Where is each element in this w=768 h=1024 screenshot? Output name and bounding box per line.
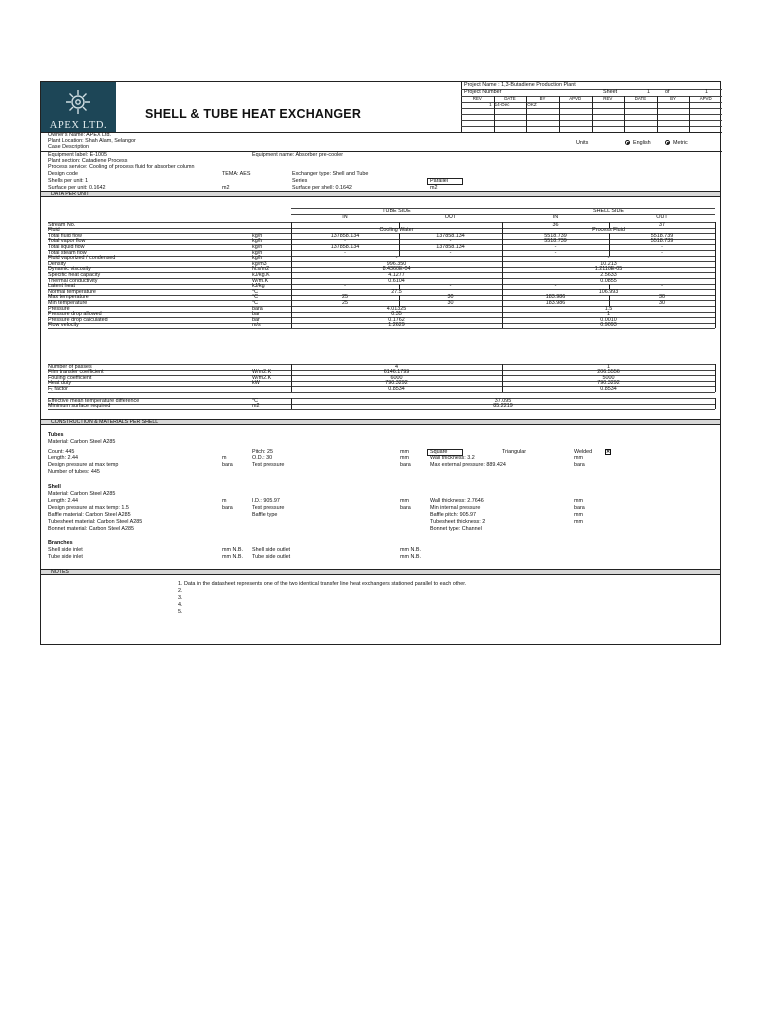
table-line [291,222,292,328]
tube-length: Length: 2.44 [48,455,78,461]
baffle-pitch: Baffle pitch: 905.97 [430,512,477,518]
shell-out-value: 30 [659,294,665,301]
shell-wall: Wall thickness: 2.7646 [430,498,484,504]
tube-max-external-unit: bara [574,462,585,468]
row-unit: °C [252,294,259,301]
tube-value: 4.01325 [386,305,407,312]
shell-min-internal: Min internal pressure [430,505,481,511]
tube-in-value: 137858.134 [330,244,360,250]
shell-value: 0.8534 [600,386,617,392]
tema-class: TEMA: AES [222,171,251,177]
shell-design-pressure-unit: bara [222,505,233,511]
bonnet-type: Bonnet type: Channel [430,526,482,532]
row-unit: kg/h [252,249,263,256]
row-unit: N.s/m2 [252,266,270,273]
row-label: Total steam flow [48,249,87,256]
tube-pitch: Pitch: 25 [252,449,273,455]
row-label: Fluid [48,227,60,234]
shell-value: 1.2110E-05 [594,266,623,273]
branches-heading: Branches [48,540,73,546]
tubes-heading: Tubes [48,432,64,438]
sheet-label: Sheet [603,89,618,95]
tube-pitch-unit: mm [400,449,409,455]
revision-col-header: DATE [504,96,516,101]
shell-in-value: - [554,283,557,290]
row-unit: kg/m3 [252,260,267,267]
row-label: Fouling coefficient [48,374,92,381]
section-notes: NOTES [41,569,720,575]
shell-length: Length: 2.44 [48,498,78,504]
shell-heading: Shell [48,484,61,490]
table-line [715,222,716,328]
tubesheet-material: Tubesheet material: Carbon Steel A285 [48,519,143,525]
shell-value: 0.0855 [600,277,617,284]
tube-out-value: - [449,249,452,256]
shell-side-outlet-unit: mm N.B. [400,547,421,553]
table-line [48,409,715,410]
unit-english-radio[interactable] [625,140,630,145]
row-label: Film transfer coefficient [48,369,104,376]
row-label: Number of passes [48,363,92,370]
tube-max-external: Max external pressure: 889.424 [430,462,506,468]
row-label: Total liquid flow [48,244,85,250]
tube-value: 0.6104 [388,277,405,284]
tube-in-value: - [344,249,346,256]
shell-in-value: 5518.739 [544,232,567,239]
tube-value: 27.5 [391,288,402,295]
shell-in-value: - [554,249,557,256]
tube-out-value: 30 [447,300,454,306]
tube-side-header: TUBE SIDE [382,208,411,214]
tube-value: 0.8534 [388,386,405,392]
tubesheet-thickness: Tubesheet thickness: 2 [430,519,486,525]
tube-in-value: - [344,283,346,290]
shell-value: 790.3292 [597,380,620,387]
gear-icon [61,86,95,118]
tube-value: 4.1277 [388,272,405,278]
row-label: Total vapor flow [48,238,86,245]
shell-value: 1 [607,311,610,318]
shell-value: 206.5556 [597,369,620,376]
shell-out-value: 5518.739 [650,232,674,239]
tube-value: 0.1762 [388,316,405,323]
series-option: Series [292,178,308,184]
tubes-material: Material: Carbon Steel A285 [48,439,116,445]
baffle-type: Baffle type [252,512,278,518]
table-line [715,398,716,409]
row-label: Dynamic viscosity [48,266,91,273]
revision-cell: 14-Dec [494,102,510,107]
row-label: Pressure drop calculated [48,316,108,323]
revision-col-header: REV [472,96,482,101]
shell-side-header: SHELL SIDE [593,208,624,214]
shell-side-outlet: Shell side outlet [252,547,291,553]
surface-shell-unit: m2 [430,185,438,191]
row-label: Total fluid flow [48,232,82,239]
span-value: 37.095 [494,397,512,404]
process-service: Process service: Cooling of process fluid for absorber column [48,164,195,170]
shell-value: - [607,255,610,262]
pitch-triangular: Triangular [502,449,527,455]
table-line [48,328,715,329]
shell-value: Process Fluid [592,227,625,234]
shell-min-internal-unit: bara [574,505,585,511]
tube-out-value: 137858.134 [436,244,465,250]
row-unit: m/s [252,322,261,329]
shell-out-value: - [661,249,663,256]
row-unit: bar [252,311,260,318]
tube-value: 996.350 [386,260,407,267]
row-label: Min temperature [48,300,88,306]
row-label: Minimum surface required [48,403,111,410]
tube-out-value: 30 [447,294,454,301]
row-unit: W/m2.K [252,374,272,381]
shell-value: 0.0010 [600,316,617,323]
tube-test-pressure: Test pressure [252,462,285,468]
row-unit: kW [252,380,260,387]
note-item: 2. [178,588,183,594]
table-line [291,398,292,409]
surface-per-shell: Surface per shell: 0.1642 [292,185,352,191]
tube-side-outlet-unit: mm N.B. [400,554,421,560]
tube-design-pressure: Design pressure at max temp [48,462,119,468]
table-line [291,214,715,215]
equipment-label: Equipment label: E-1005 [48,152,108,158]
shell-out-value: - [661,283,663,290]
tube-wall: Wall thickness: 3.2 [430,455,475,461]
row-unit: °C [252,397,259,404]
row-label: Normal temperature [48,288,96,295]
tube-in-value: - [344,238,346,245]
row-unit: kg/h [252,255,263,262]
surface-per-unit: Surface per unit: 0.1642 [48,185,106,191]
shell-out-value: - [661,244,663,250]
revision-col-header: REV [603,96,613,101]
revision-col-header: APVD [569,96,582,101]
plant-location: Plant Location: Shah Alam, Selangor [48,138,136,144]
welded-checkbox[interactable]: ✕ [606,449,611,455]
sheet-total: 1 [705,89,708,95]
revision-cell: 1 [489,102,492,107]
note-item: 1. Data in the datasheet represents one of the two identical transfer line heat exchangers stationed parallel to each other. [178,581,467,587]
row-label: Pressure drop allowed [48,311,102,318]
units-label: Units [576,140,589,146]
sheet-number: 1 [647,89,650,95]
note-item: 4. [178,602,183,608]
welded-label: Welded [574,449,593,455]
shell-out-header: OUT [656,214,668,220]
tube-out-value: 137858.134 [436,232,465,239]
note-item: 5. [178,609,183,615]
row-unit: kg/h [252,244,263,250]
shell-design-pressure: Design pressure at max temp: 1.5 [48,505,129,511]
row-label: Effective mean temperature difference [48,397,140,404]
tube-value: 1.2629 [388,322,405,329]
shell-in-header: IN [552,214,559,220]
section-construction: CONSTRUCTION & MATERIALS PER SHELL [41,419,720,425]
row-unit: bara [252,305,263,312]
tube-side-inlet: Tube side inlet [48,554,83,560]
shell-out-value: 37 [659,221,665,228]
tube-value: Cooling Water [379,227,414,234]
tube-value: 4 [395,363,398,370]
tube-value: 6146.1799 [383,369,410,376]
shell-value: 10.213 [600,260,617,267]
shell-out-value: 30 [659,300,665,306]
table-line [291,364,292,392]
table-line [502,222,503,328]
tube-out-value: - [449,238,452,245]
row-unit: kJ/kg [252,283,265,290]
tube-side-outlet: Tube side outlet [252,554,291,560]
tube-value: 8.4360E-04 [382,266,411,273]
row-label: Fₜ factor [48,386,68,392]
row-label: Max temperature [48,294,89,301]
case-description: Case Description [48,144,90,150]
shells-per-unit: Shells per unit: 1 [48,178,89,184]
bonnet-material: Bonnet material: Carbon Steel A285 [48,526,135,532]
baffle-pitch-unit: mm [574,512,583,518]
baffle-material: Baffle material: Carbon Steel A285 [48,512,131,518]
tube-in-header: IN [342,214,348,220]
shell-wall-unit: mm [574,498,583,504]
tube-out-value: - [449,283,452,290]
row-label: Density [48,260,66,267]
shell-id: I.D.: 905.97 [252,498,280,504]
shell-side-inlet: Shell side inlet [48,547,83,553]
pitch-square: Square [430,449,448,455]
unit-english-label: English [633,140,651,146]
unit-metric-label: Metric [673,140,688,146]
page-title: SHELL & TUBE HEAT EXCHANGER [145,107,362,121]
tube-design-pressure-unit: bara [222,462,233,468]
tube-test-pressure-unit: bara [400,462,411,468]
project-name: Project Name : 1,3-Butadiene Production Plant [464,82,576,88]
revision-cell: OKZ [527,102,537,107]
row-unit: °C [252,288,259,295]
sheet-of-label: of [665,89,670,95]
shell-value: 5000 [602,374,615,381]
shell-in-value: 183.986 [545,300,566,306]
project-number: Project Number [464,89,502,95]
tube-od-unit: mm [400,455,409,461]
row-unit: m2 [252,403,260,410]
company-logo [41,82,116,132]
shell-test-pressure-unit: bara [400,505,411,511]
shell-material: Material: Carbon Steel A285 [48,491,116,497]
row-unit: kJ/kg.K [252,272,270,278]
surface-unit: m2 [222,185,230,191]
shell-test-pressure: Test pressure [252,505,285,511]
datasheet [40,81,721,645]
number-of-tubes: Number of tubes: 445 [48,469,100,475]
shell-value: 0.9093 [600,322,617,329]
table-line [502,364,503,392]
table-line [715,364,716,392]
revision-col-header: DATE [634,96,647,101]
exchanger-type: Exchanger type: Shell and Tube [292,171,369,177]
tube-in-value: 137858.134 [330,232,360,239]
row-label: Latent heat [48,283,75,290]
tube-value: 0.35 [391,311,402,318]
tube-out-header: OUT [444,214,457,220]
row-unit: bar [252,316,260,323]
unit-metric-radio[interactable] [665,140,670,145]
shell-in-value: 5518.739 [544,238,567,245]
shell-in-value: - [554,244,557,250]
shell-side-inlet-unit: mm N.B. [222,547,243,553]
design-code: Design code [48,171,78,177]
shell-value: 106.993 [598,288,619,295]
row-label: Thermal conductivity [48,277,98,284]
tube-value: 6000 [390,374,403,381]
equipment-name: Equipment name: Absorber pre-cooler [252,152,344,158]
shell-in-value: 36 [552,221,559,228]
shell-id-unit: mm [400,498,409,504]
span-value: 85.2219 [493,403,513,410]
tubesheet-thickness-unit: mm [574,519,583,525]
row-label: Fluid vaporized / condensed [48,255,116,262]
table-line [48,392,715,393]
section-data-per-unit: DATA PER UNIT [41,191,720,197]
tube-in-value: 25 [342,300,348,306]
shell-length-unit: m [222,498,227,504]
row-unit: kg/h [252,238,263,245]
logo-text: APEX LTD. [49,119,108,131]
shell-value: 2.5633 [600,272,617,278]
tube-in-value: 25 [342,294,348,301]
row-unit: °C [252,300,259,306]
owner-name: Owner's Name: APEX Ltd. [48,132,112,138]
tube-value: 790.3292 [385,380,408,387]
row-label: Pressure [48,305,70,312]
tube-side-inlet-unit: mm N.B. [222,554,243,560]
note-item: 3. [178,595,183,601]
tube-length-unit: m [222,455,227,461]
revision-col-header: BY [539,96,546,101]
plant-section: Plant section: Catadiene Process [48,158,128,164]
parallel-option: Parallel [430,178,448,184]
tube-wall-unit: mm [574,455,583,461]
shell-in-value: 183.986 [545,294,566,301]
row-unit: kg/h [252,232,263,239]
row-label: Specific heat capacity [48,272,101,278]
tube-value: - [395,255,398,262]
shell-out-value: 5518.739 [650,238,674,245]
tube-count: Count: 445 [48,449,75,455]
revision-col-header: APVD [699,96,712,101]
shell-value: 1 [607,363,610,370]
row-label: Stream No. [48,221,76,228]
row-label: Heat duty [48,380,72,387]
tube-od: O.D.: 30 [252,455,273,461]
row-unit: W/m2.K [252,369,272,376]
revision-col-header: BY [670,96,676,101]
table-line [291,208,715,209]
row-label: Flow velocity [48,322,79,329]
shell-value: 1.5 [604,305,613,312]
row-unit: W/m.K [252,277,269,284]
